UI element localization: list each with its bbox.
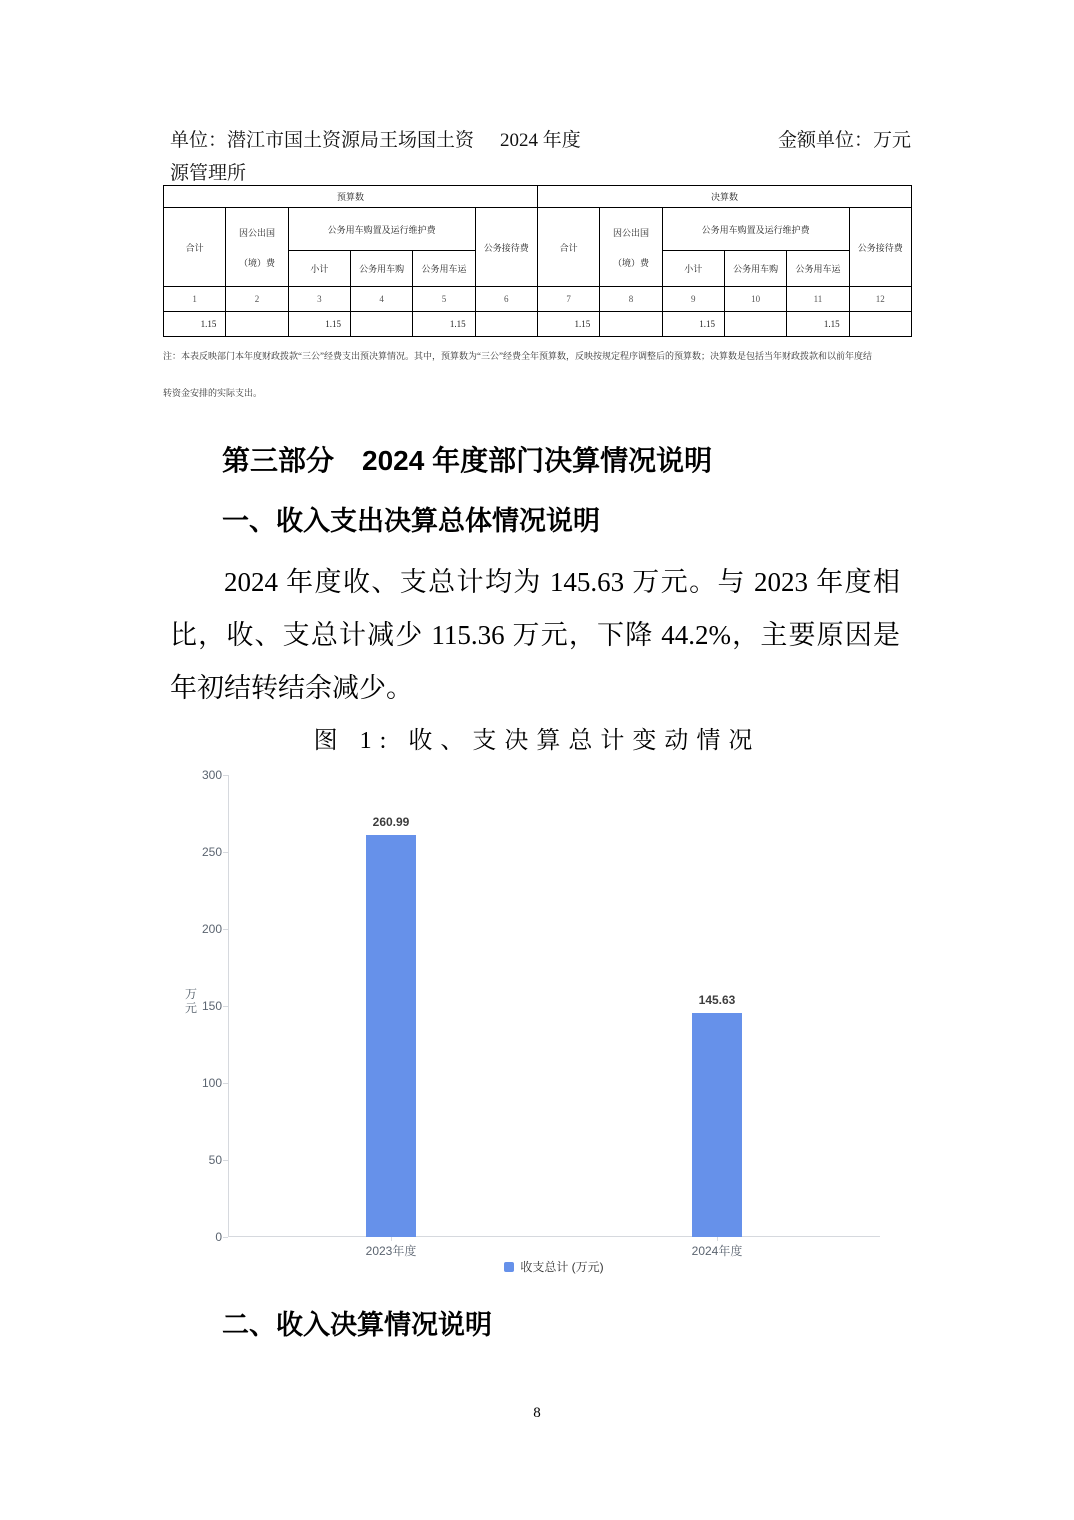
figure-1-chart — [180, 765, 1040, 1277]
x-tick-mark — [391, 1237, 392, 1241]
column-number-cell: 3 — [288, 287, 350, 312]
y-tick-label: 0 — [215, 1230, 222, 1244]
san-gong-table — [163, 185, 912, 337]
chart-legend — [228, 1260, 880, 1274]
y-tick-mark — [223, 852, 228, 853]
y-tick-mark — [223, 775, 228, 776]
col-header-abroad-line1: 因公出国 — [612, 227, 649, 238]
table-note — [163, 350, 923, 399]
column-number-cell: 6 — [475, 287, 537, 312]
column-number-cell: 4 — [350, 287, 412, 312]
page-number: 8 — [533, 1405, 541, 1421]
bar-value-label: 145.63 — [698, 993, 736, 1007]
y-tick-label: 300 — [201, 768, 222, 782]
table-value-cell: 1.15 — [537, 312, 599, 337]
column-number-cell: 8 — [600, 287, 662, 312]
chart-bar — [692, 1013, 742, 1237]
y-tick-label: 250 — [201, 845, 222, 859]
y-tick-mark — [223, 1083, 228, 1084]
table-value-cell — [849, 312, 911, 337]
column-number-cell: 11 — [787, 287, 849, 312]
table-value-cell: 1.15 — [787, 312, 849, 337]
amount-unit-label: 金额单位：万元 — [778, 130, 912, 151]
figure-caption: 图 1: 收、支决算总计变动情况 — [313, 728, 761, 754]
col-header-abroad-final — [600, 208, 662, 287]
x-tick-mark — [717, 1237, 718, 1241]
body-paragraph: 2024 年度收、支总计均为 145.63 万元。与 2023 年度相比，收、支总计减少 115.36 万元，下降 44.2%，主要原因是年初结转结余减少。 — [170, 567, 900, 703]
y-tick-mark — [223, 1237, 228, 1238]
col-header-vehicle-purchase-budget: 公务用车购 — [350, 251, 412, 287]
x-axis-line — [228, 1236, 880, 1237]
col-header-abroad-line2: （境）费 — [612, 257, 649, 268]
col-header-total-budget: 合计 — [164, 208, 226, 287]
table-value-cell — [226, 312, 288, 337]
section1-title: 一、收入支出决算总体情况说明 — [222, 506, 600, 536]
col-header-reception-final: 公务接待费 — [849, 208, 911, 287]
col-header-abroad-budget — [226, 208, 288, 287]
y-tick-mark — [223, 1006, 228, 1007]
col-header-vehicle-group-final: 公务用车购置及运行维护费 — [662, 208, 849, 251]
column-number-cell: 5 — [413, 287, 475, 312]
x-category-label: 2023年度 — [365, 1244, 417, 1258]
column-number-cell: 12 — [849, 287, 911, 312]
table-note-line1: 注：本表反映部门本年度财政拨款“三公”经费支出预决算情况。其中，预算数为“三公”经费全年预算数，反映按规定程序调整后的预算数；决算数是包括当年财政拨款和以前年度结 — [163, 351, 872, 361]
chart-bar — [366, 835, 416, 1237]
col-header-vehicle-subtotal-final: 小计 — [662, 251, 724, 287]
part3-title: 第三部分 2024 年度部门决算情况说明 — [222, 445, 713, 476]
col-header-vehicle-operation-budget: 公务用车运 — [413, 251, 475, 287]
legend-marker-icon — [504, 1262, 514, 1272]
col-header-vehicle-purchase-final: 公务用车购 — [724, 251, 786, 287]
table-value-cell — [475, 312, 537, 337]
table-value-cell: 1.15 — [288, 312, 350, 337]
unit-label: 单位：潜江市国土资源局王场国土资源管理所 — [170, 130, 475, 184]
table-value-cell: 1.15 — [413, 312, 475, 337]
col-header-abroad-line1: 因公出国 — [238, 227, 275, 238]
group-header-budget: 预算数 — [164, 186, 538, 208]
col-header-abroad-line2: （境）费 — [238, 257, 275, 268]
col-header-total-final: 合计 — [537, 208, 599, 287]
y-tick-label: 150 — [201, 999, 222, 1013]
y-tick-label: 50 — [208, 1153, 222, 1167]
x-category-label: 2024年度 — [691, 1244, 743, 1258]
table-value-cell — [600, 312, 662, 337]
y-tick-mark — [223, 929, 228, 930]
year-label: 2024 年度 — [500, 130, 581, 151]
column-number-cell: 10 — [724, 287, 786, 312]
column-number-cell: 7 — [537, 287, 599, 312]
table-value-cell — [724, 312, 786, 337]
y-axis-line — [228, 775, 229, 1237]
y-axis-unit-label: 万元 — [184, 987, 197, 1015]
column-number-cell: 9 — [662, 287, 724, 312]
col-header-reception-budget: 公务接待费 — [475, 208, 537, 287]
table-value-cell: 1.15 — [662, 312, 724, 337]
y-tick-label: 100 — [201, 1076, 222, 1090]
bar-value-label: 260.99 — [372, 815, 410, 829]
table-note-line2: 转资金安排的实际支出。 — [163, 388, 263, 398]
col-header-vehicle-operation-final: 公务用车运 — [787, 251, 849, 287]
section2-title: 二、收入决算情况说明 — [222, 1310, 492, 1340]
column-number-cell: 1 — [164, 287, 226, 312]
col-header-vehicle-group-budget: 公务用车购置及运行维护费 — [288, 208, 475, 251]
y-tick-mark — [223, 1160, 228, 1161]
figure-plot-area — [180, 765, 1040, 1277]
column-number-cell: 2 — [226, 287, 288, 312]
legend-label: 收支总计 (万元) — [520, 1260, 604, 1274]
col-header-vehicle-subtotal-budget: 小计 — [288, 251, 350, 287]
y-tick-label: 200 — [201, 922, 222, 936]
table-value-cell — [350, 312, 412, 337]
table-value-cell: 1.15 — [164, 312, 226, 337]
group-header-final: 决算数 — [537, 186, 911, 208]
